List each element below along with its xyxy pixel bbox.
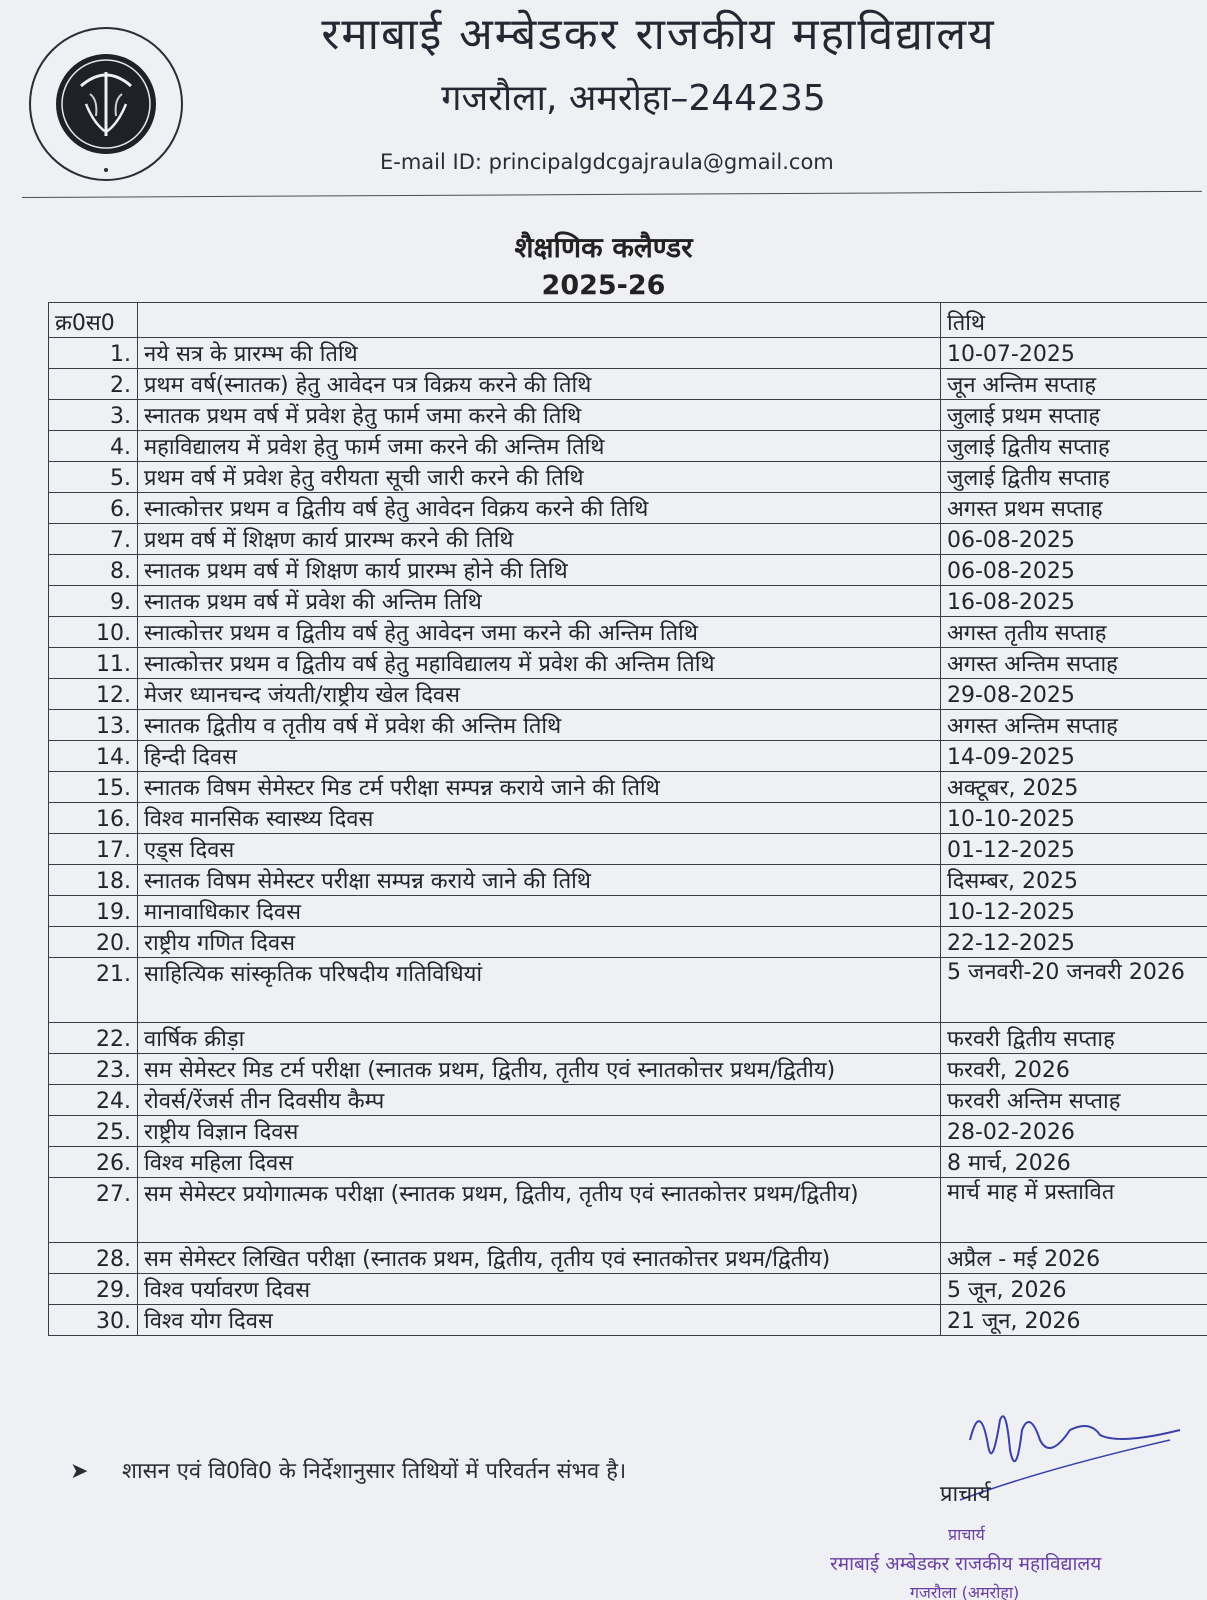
row-event: राष्ट्रीय गणित दिवस [138,927,941,958]
row-event: मानावाधिकार दिवस [138,896,941,927]
row-date: अक्टूबर, 2025 [941,772,1207,803]
row-number: 15. [49,772,138,803]
row-event: विश्व योग दिवस [138,1305,941,1336]
row-date: अगस्त प्रथम सप्ताह [941,493,1207,524]
table-row [49,431,1207,462]
table-row [49,896,1207,927]
row-date: 5 जनवरी-20 जनवरी 2026 [941,958,1207,1023]
row-event: हिन्दी दिवस [138,741,941,772]
row-date: अगस्त अन्तिम सप्ताह [941,710,1207,741]
row-event: स्नातक द्वितीय व तृतीय वर्ष में प्रवेश की अन्तिम तिथि [138,710,941,741]
row-number: 6. [49,493,138,524]
row-date: 22-12-2025 [941,927,1207,958]
arrow-bullet-icon: ➤ [70,1459,89,1484]
row-number: 13. [49,710,138,741]
row-date: 10-07-2025 [941,338,1207,369]
table-row [49,958,1207,1023]
table-row [49,834,1207,865]
row-date: 10-10-2025 [941,803,1207,834]
row-date: मार्च माह में प्रस्तावित [941,1178,1207,1243]
row-date: जुलाई प्रथम सप्ताह [941,400,1207,431]
row-date: 16-08-2025 [941,586,1207,617]
row-event: मेजर ध्यानचन्द जंयती/राष्ट्रीय खेल दिवस [138,679,941,710]
table-row [49,1116,1207,1147]
row-date: फरवरी, 2026 [941,1054,1207,1085]
row-number: 28. [49,1243,138,1274]
table-row [49,1305,1207,1336]
table-row [49,1054,1207,1085]
row-date: जुलाई द्वितीय सप्ताह [941,462,1207,493]
row-date: 21 जून, 2026 [941,1305,1207,1336]
row-number: 22. [49,1023,138,1054]
row-date: अगस्त तृतीय सप्ताह [941,617,1207,648]
row-event: एड्स दिवस [138,834,941,865]
college-email: E-mail ID: principalgdcgajraula@gmail.com [380,150,834,174]
row-event: स्नातक प्रथम वर्ष में प्रवेश की अन्तिम तिथि [138,586,941,617]
table-row [49,772,1207,803]
row-event: स्नात्कोत्तर प्रथम व द्वितीय वर्ष हेतु महाविद्यालय में प्रवेश की अन्तिम तिथि [138,648,941,679]
stamp-title: प्राचार्य [948,1525,985,1544]
table-row [49,617,1207,648]
table-row [49,741,1207,772]
table-row [49,493,1207,524]
table-row [49,710,1207,741]
row-event: रोवर्स/रेंजर्स तीन दिवसीय कैम्प [138,1085,941,1116]
academic-calendar-table [48,302,1207,1336]
principal-stamp [830,1520,1200,1600]
row-event: स्नातक प्रथम वर्ष में प्रवेश हेतु फार्म जमा करने की तिथि [138,400,941,431]
row-event: साहित्यिक सांस्कृतिक परिषदीय गतिविधियां [138,958,941,1023]
table-row [49,586,1207,617]
footer-note-text: शासन एवं वि0वि0 के निर्देशानुसार तिथियों में परिवर्तन संभव है। [122,1459,627,1484]
table-row [49,1274,1207,1305]
row-date: फरवरी द्वितीय सप्ताह [941,1023,1207,1054]
row-number: 7. [49,524,138,555]
row-event: सम सेमेस्टर लिखित परीक्षा (स्नातक प्रथम, द्वितीय, तृतीय एवं स्नातकोत्तर प्रथम/द्वितीय) [138,1243,941,1274]
row-number: 30. [49,1305,138,1336]
stamp-college: रमाबाई अम्बेडकर राजकीय महाविद्यालय [830,1553,1102,1575]
row-event: विश्व पर्यावरण दिवस [138,1274,941,1305]
row-number: 5. [49,462,138,493]
row-date: 01-12-2025 [941,834,1207,865]
row-date: 06-08-2025 [941,555,1207,586]
table-row [49,927,1207,958]
table-row [49,1243,1207,1274]
row-number: 18. [49,865,138,896]
table-row [49,338,1207,369]
row-number: 10. [49,617,138,648]
row-number: 23. [49,1054,138,1085]
college-seal-logo [26,24,186,184]
row-number: 26. [49,1147,138,1178]
row-number: 16. [49,803,138,834]
table-row [49,1085,1207,1116]
row-number: 3. [49,400,138,431]
table-row [49,555,1207,586]
table-row [49,679,1207,710]
row-number: 20. [49,927,138,958]
table-row [49,1147,1207,1178]
signatory-label: प्राचार्य [940,1482,991,1507]
table-row [49,1178,1207,1243]
row-number: 2. [49,369,138,400]
footer-note [70,1455,626,1485]
row-date: 29-08-2025 [941,679,1207,710]
header-divider [22,191,1202,198]
row-number: 1. [49,338,138,369]
row-date: 8 मार्च, 2026 [941,1147,1207,1178]
row-event: स्नातक विषम सेमेस्टर मिड टर्म परीक्षा सम्पन्न कराये जाने की तिथि [138,772,941,803]
row-number: 27. [49,1178,138,1243]
row-number: 9. [49,586,138,617]
calendar-year: 2025-26 [541,270,666,301]
table-row [49,400,1207,431]
table-row [49,524,1207,555]
row-event: प्रथम वर्ष में शिक्षण कार्य प्रारम्भ करने की तिथि [138,524,941,555]
col-date-header: तिथि [941,303,1207,338]
row-event: स्नातक प्रथम वर्ष में शिक्षण कार्य प्रारम्भ होने की तिथि [138,555,941,586]
row-event: स्नात्कोत्तर प्रथम व द्वितीय वर्ष हेतु आवेदन विक्रय करने की तिथि [138,493,941,524]
row-date: जून अन्तिम सप्ताह [941,369,1207,400]
row-date: अप्रैल - मई 2026 [941,1243,1207,1274]
row-event: प्रथम वर्ष में प्रवेश हेतु वरीयता सूची जारी करने की तिथि [138,462,941,493]
row-number: 11. [49,648,138,679]
row-number: 4. [49,431,138,462]
row-event: सम सेमेस्टर मिड टर्म परीक्षा (स्नातक प्रथम, द्वितीय, तृतीय एवं स्नातकोत्तर प्रथम/द्वितीय) [138,1054,941,1085]
row-event: स्नातक विषम सेमेस्टर परीक्षा सम्पन्न कराये जाने की तिथि [138,865,941,896]
row-event: सम सेमेस्टर प्रयोगात्मक परीक्षा (स्नातक प्रथम, द्वितीय, तृतीय एवं स्नातकोत्तर प्रथम/द्वितीय) [138,1178,941,1243]
table-row [49,648,1207,679]
row-event: राष्ट्रीय विज्ञान दिवस [138,1116,941,1147]
table-header-row [49,303,1207,338]
row-date: 14-09-2025 [941,741,1207,772]
row-number: 29. [49,1274,138,1305]
row-event: प्रथम वर्ष(स्नातक) हेतु आवेदन पत्र विक्रय करने की तिथि [138,369,941,400]
col-sno-header: क्र0स0 [49,303,138,338]
row-date: 10-12-2025 [941,896,1207,927]
row-date: 5 जून, 2026 [941,1274,1207,1305]
table-row [49,462,1207,493]
table-row [49,803,1207,834]
college-name: रमाबाई अम्बेडकर राजकीय महाविद्यालय [321,9,996,60]
row-event: वार्षिक क्रीड़ा [138,1023,941,1054]
row-event: विश्व महिला दिवस [138,1147,941,1178]
calendar-title: शैक्षणिक कलैण्डर [514,231,693,264]
table-row [49,369,1207,400]
row-date: 28-02-2026 [941,1116,1207,1147]
row-event: महाविद्यालय में प्रवेश हेतु फार्म जमा करने की अन्तिम तिथि [138,431,941,462]
row-event: नये सत्र के प्रारम्भ की तिथि [138,338,941,369]
row-number: 12. [49,679,138,710]
table-row [49,1023,1207,1054]
row-date: दिसम्बर, 2025 [941,865,1207,896]
row-number: 21. [49,958,138,1023]
row-number: 8. [49,555,138,586]
row-date: जुलाई द्वितीय सप्ताह [941,431,1207,462]
row-date: फरवरी अन्तिम सप्ताह [941,1085,1207,1116]
row-number: 17. [49,834,138,865]
row-event: स्नात्कोत्तर प्रथम व द्वितीय वर्ष हेतु आवेदन जमा करने की अन्तिम तिथि [138,617,941,648]
row-number: 19. [49,896,138,927]
row-date: 06-08-2025 [941,524,1207,555]
stamp-place: गजरौला (अमरोहा) [910,1583,1020,1600]
row-date: अगस्त अन्तिम सप्ताह [941,648,1207,679]
table-row [49,865,1207,896]
row-number: 24. [49,1085,138,1116]
row-event: विश्व मानसिक स्वास्थ्य दिवस [138,803,941,834]
col-event-header [138,303,941,338]
college-location: गजरौला, अमरोहा–244235 [441,78,826,119]
row-number: 25. [49,1116,138,1147]
row-number: 14. [49,741,138,772]
